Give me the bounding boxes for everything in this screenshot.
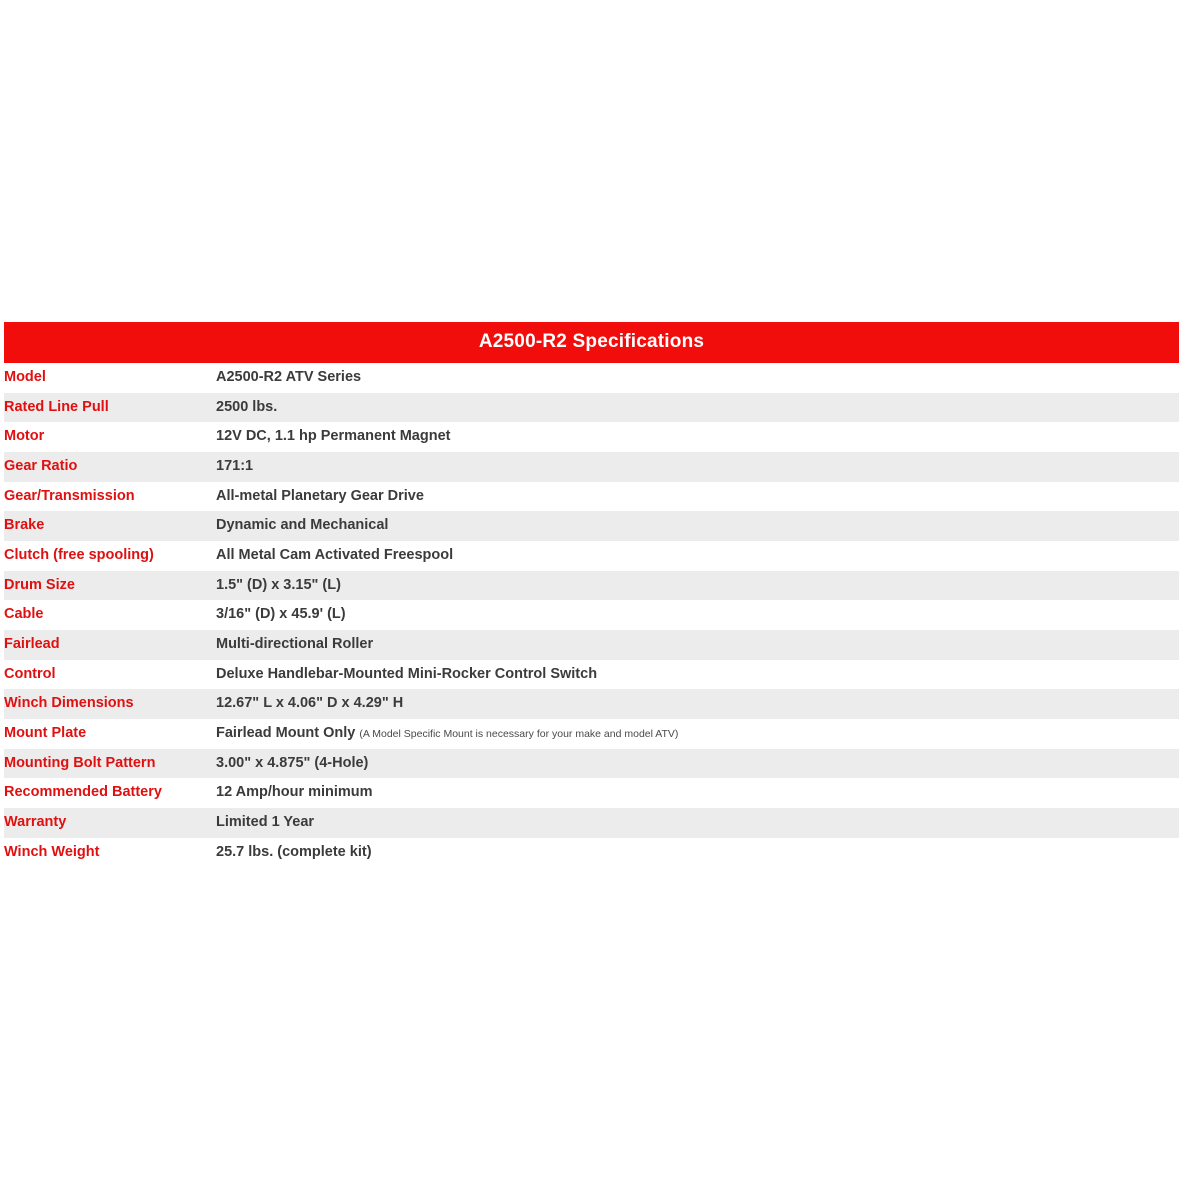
spec-value-text: 12 Amp/hour minimum bbox=[216, 784, 373, 801]
spec-value bbox=[216, 660, 1179, 690]
spec-label: Model bbox=[4, 363, 216, 393]
spec-value-text: 1.5" (D) x 3.15" (L) bbox=[216, 576, 341, 593]
spec-value-text: 3.00" x 4.875" (4-Hole) bbox=[216, 754, 369, 771]
spec-value-text: 25.7 lbs. (complete kit) bbox=[216, 843, 372, 860]
table-row bbox=[4, 482, 1179, 512]
spec-value bbox=[216, 571, 1179, 601]
spec-label: Rated Line Pull bbox=[4, 393, 216, 423]
spec-label: Recommended Battery bbox=[4, 778, 216, 808]
spec-label: Drum Size bbox=[4, 571, 216, 601]
table-row bbox=[4, 422, 1179, 452]
spec-label: Mount Plate bbox=[4, 719, 216, 749]
spec-value bbox=[216, 541, 1179, 571]
spec-value-text: 2500 lbs. bbox=[216, 398, 278, 415]
spec-value bbox=[216, 778, 1179, 808]
table-row bbox=[4, 511, 1179, 541]
table-row bbox=[4, 571, 1179, 601]
spec-value-text: 3/16" (D) x 45.9' (L) bbox=[216, 606, 346, 623]
spec-value-text: 12.67" L x 4.06" D x 4.29" H bbox=[216, 695, 404, 712]
spec-label: Warranty bbox=[4, 808, 216, 838]
table-row bbox=[4, 600, 1179, 630]
spec-value-text: Dynamic and Mechanical bbox=[216, 517, 389, 534]
specifications-table bbox=[4, 363, 1179, 867]
table-row bbox=[4, 838, 1179, 868]
spec-value bbox=[216, 630, 1179, 660]
spec-value bbox=[216, 689, 1179, 719]
spec-value-text: All Metal Cam Activated Freespool bbox=[216, 547, 454, 564]
table-row bbox=[4, 808, 1179, 838]
spec-label: Brake bbox=[4, 511, 216, 541]
spec-table-title: A2500-R2 Specifications bbox=[4, 322, 1179, 363]
spec-value-text: Limited 1 Year bbox=[216, 814, 315, 831]
spec-table-body bbox=[4, 363, 1179, 867]
spec-value bbox=[216, 482, 1179, 512]
spec-label: Winch Dimensions bbox=[4, 689, 216, 719]
table-row bbox=[4, 719, 1179, 749]
table-row bbox=[4, 452, 1179, 482]
spec-value bbox=[216, 363, 1179, 393]
table-row bbox=[4, 749, 1179, 779]
spec-value-text: All-metal Planetary Gear Drive bbox=[216, 487, 424, 504]
table-row bbox=[4, 689, 1179, 719]
spec-label: Gear Ratio bbox=[4, 452, 216, 482]
specifications-panel bbox=[4, 322, 1179, 867]
spec-value bbox=[216, 511, 1179, 541]
table-row bbox=[4, 660, 1179, 690]
spec-label: Mounting Bolt Pattern bbox=[4, 749, 216, 779]
table-row bbox=[4, 630, 1179, 660]
spec-value-text: 12V DC, 1.1 hp Permanent Magnet bbox=[216, 428, 451, 445]
spec-value bbox=[216, 838, 1179, 868]
spec-label: Fairlead bbox=[4, 630, 216, 660]
spec-label: Control bbox=[4, 660, 216, 690]
spec-value bbox=[216, 808, 1179, 838]
spec-value-text: A2500-R2 ATV Series bbox=[216, 369, 362, 385]
spec-value-text: 171:1 bbox=[216, 458, 254, 475]
spec-value bbox=[216, 719, 1179, 749]
spec-value bbox=[216, 452, 1179, 482]
spec-value-text: Deluxe Handlebar-Mounted Mini-Rocker Control Switch bbox=[216, 665, 598, 682]
spec-label: Winch Weight bbox=[4, 838, 216, 868]
table-row bbox=[4, 363, 1179, 393]
spec-label: Motor bbox=[4, 422, 216, 452]
spec-value bbox=[216, 600, 1179, 630]
spec-label: Cable bbox=[4, 600, 216, 630]
spec-value-text: Multi-directional Roller bbox=[216, 636, 374, 653]
spec-label: Clutch (free spooling) bbox=[4, 541, 216, 571]
table-row bbox=[4, 778, 1179, 808]
table-row bbox=[4, 541, 1179, 571]
spec-value bbox=[216, 422, 1179, 452]
spec-value-text: Fairlead Mount Only bbox=[216, 725, 356, 742]
table-row bbox=[4, 393, 1179, 423]
spec-value-note: (A Model Specific Mount is necessary for your make and model ATV) bbox=[359, 728, 679, 741]
spec-value bbox=[216, 393, 1179, 423]
spec-label: Gear/Transmission bbox=[4, 482, 216, 512]
spec-value bbox=[216, 749, 1179, 779]
